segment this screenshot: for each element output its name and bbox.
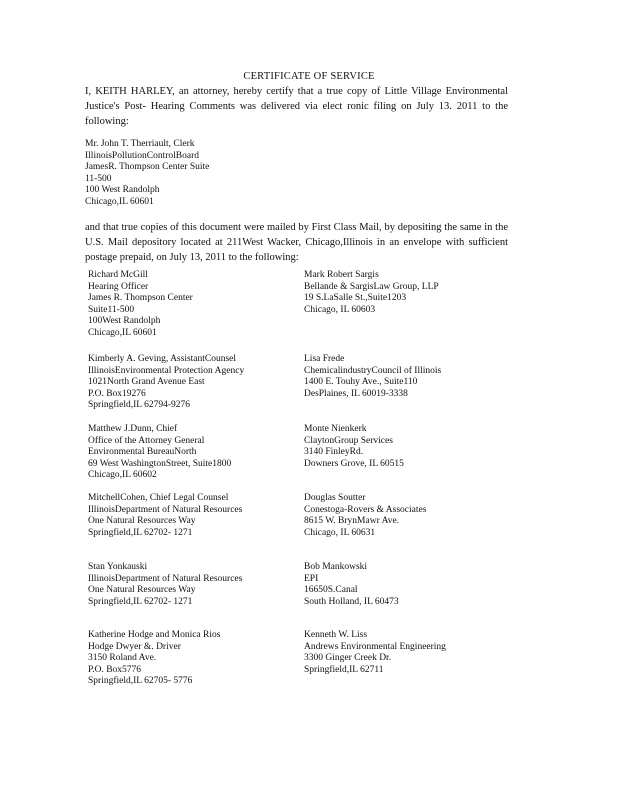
recipient-name: Matthew J.Dunn, Chief <box>88 424 178 434</box>
recipient-name: MitchellCohen, Chief Legal Counsel <box>88 493 229 503</box>
address-line: One Natural Resources Way <box>88 516 196 527</box>
address-line: Hearing Officer <box>88 281 149 292</box>
address-line: Hodge Dwyer &. Driver <box>88 641 181 652</box>
recipient-address-block <box>88 562 242 608</box>
recipient-name: Kimberly A. Geving, AssistantCounsel <box>88 354 237 364</box>
recipient-address-block <box>88 354 244 412</box>
mailing-paragraph: and that true copies of this document were mailed by First Class Mail, by depositing the same in the U.S. Mail depository located at 211West Wacker, Chicago,Illinois in an envelope with sufficient postage prepaid, on July 13, 2011 to the following: <box>85 222 508 263</box>
recipient-address-block <box>88 270 193 340</box>
certification-paragraph: I, KEITH HARLEY, an attorney, hereby certify that a true copy of Little Village Environmental Justice's Post- Hearing Comments was delivered via elect ronic filing on July 13. 2011 to the following: <box>85 86 508 127</box>
address-line: Chicago,IL 60601 <box>85 196 154 207</box>
recipient-name: Monte Nienkerk <box>304 424 367 434</box>
address-line: Office of the Attorney General <box>88 435 205 446</box>
recipient-address-block <box>88 493 242 539</box>
address-line: 1400 E. Touhy Ave., Suite110 <box>304 377 418 388</box>
address-line: P.O. Box5776 <box>88 664 142 675</box>
recipient-address-block <box>304 493 426 539</box>
address-line: Bellande & SargisLaw Group, LLP <box>304 281 439 292</box>
address-line: Springfield,IL 62705- 5776 <box>88 676 193 687</box>
address-line: 11-500 <box>85 173 112 184</box>
address-line: Conestoga-Rovers & Associates <box>304 504 427 515</box>
recipient-name: Stan Yonkauski <box>88 562 148 572</box>
address-line: 3300 Ginger Creek Dr. <box>304 653 392 664</box>
address-line: Chicago,IL 60601 <box>88 327 157 338</box>
recipient-name: Mark Robert Sargis <box>304 270 379 280</box>
address-line: 16650S.Canal <box>304 585 358 596</box>
address-line: 8615 W. BrynMawr Ave. <box>304 516 400 527</box>
address-line: 1021North Grand Avenue East <box>88 377 205 388</box>
address-line: Downers Grove, IL 60515 <box>304 458 404 469</box>
certificate-title: CERTIFICATE OF SERVICE <box>243 71 375 82</box>
recipient-name: Kenneth W. Liss <box>304 630 368 640</box>
address-line: Andrews Environmental Engineering <box>304 641 446 652</box>
recipient-name: Katherine Hodge and Monica Rios <box>88 630 221 640</box>
address-line: IllinoisEnvironmental Protection Agency <box>88 365 245 376</box>
address-line: Environmental BureauNorth <box>88 447 197 458</box>
clerk-address-block <box>85 139 209 209</box>
address-line: 3150 Roland Ave. <box>88 653 157 664</box>
recipient-address-block <box>88 630 220 688</box>
recipient-address-block <box>304 630 446 676</box>
address-line: One Natural Resources Way <box>88 585 196 596</box>
address-line: Chicago,IL 60602 <box>88 470 157 481</box>
recipient-name: Richard McGill <box>88 270 148 280</box>
recipient-name: Douglas Soutter <box>304 493 366 503</box>
recipient-address-block <box>304 270 439 316</box>
address-line: 100West Randolph <box>88 316 161 327</box>
address-line: Springfield,IL 62794-9276 <box>88 400 191 411</box>
address-line: IllinoisPollutionControlBoard <box>85 150 200 161</box>
recipient-address-block <box>304 562 399 608</box>
recipient-address-block <box>88 424 231 482</box>
address-line: Springfield,IL 62702- 1271 <box>88 596 193 607</box>
address-line: Suite11-500 <box>88 304 135 315</box>
address-line: P.O. Box19276 <box>88 388 146 399</box>
address-line: Springfield,IL 62702- 1271 <box>88 527 193 538</box>
address-line: IllinoisDepartment of Natural Resources <box>88 573 243 584</box>
address-line: 3140 FinleyRd. <box>304 447 364 458</box>
recipient-name: Lisa Frede <box>304 354 345 364</box>
address-line: 19 S.LaSalle St.,Suite1203 <box>304 293 407 304</box>
address-line: 69 West WashingtonStreet, Suite1800 <box>88 458 232 469</box>
address-line: 100 West Randolph <box>85 185 160 196</box>
address-line: Chicago, IL 60631 <box>304 527 376 538</box>
recipient-address-block <box>304 424 404 470</box>
recipient-address-block <box>304 354 441 400</box>
address-line: Chicago, IL 60603 <box>304 304 376 315</box>
address-line: JamesR. Thompson Center Suite <box>85 162 210 173</box>
address-line: IllinoisDepartment of Natural Resources <box>88 504 243 515</box>
address-line: EPI <box>304 573 319 584</box>
address-line: Mr. John T. Therriault, Clerk <box>85 139 195 149</box>
address-line: Springfield,IL 62711 <box>304 664 384 675</box>
address-line: DesPlaines, IL 60019-3338 <box>304 388 408 399</box>
address-line: South Holland, IL 60473 <box>304 596 399 607</box>
recipient-name: Bob Mankowski <box>304 562 368 572</box>
address-line: ClaytonGroup Services <box>304 435 393 446</box>
address-line: James R. Thompson Center <box>88 293 193 304</box>
address-line: ChemicalindustryCouncil of Illinois <box>304 365 442 376</box>
